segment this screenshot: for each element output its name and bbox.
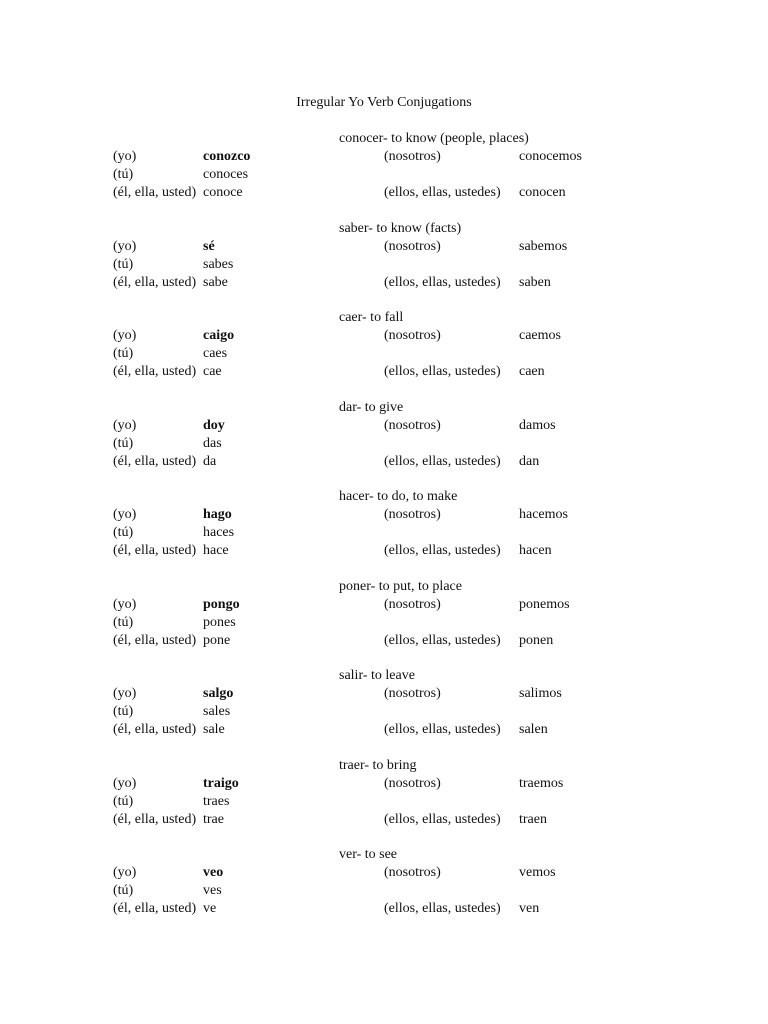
pronoun-el: (él, ella, usted) bbox=[113, 632, 197, 648]
form-yo: veo bbox=[203, 865, 224, 880]
form-yo: sé bbox=[203, 238, 215, 254]
pronoun-el: (él, ella, usted) bbox=[113, 901, 197, 916]
form-ellos: dan bbox=[519, 453, 540, 469]
form-yo: doy bbox=[203, 417, 225, 433]
form-tu: sabes bbox=[203, 256, 234, 272]
pronoun-ellos: (ellos, ellas, ustedes) bbox=[384, 722, 501, 737]
form-ellos: ponen bbox=[519, 632, 554, 648]
pronoun-yo: (yo) bbox=[113, 686, 137, 701]
pronoun-nosotros: (nosotros) bbox=[384, 328, 441, 343]
form-yo: hago bbox=[203, 507, 232, 522]
pronoun-yo: (yo) bbox=[113, 865, 137, 880]
verb-block bbox=[0, 667, 768, 739]
pronoun-el: (él, ella, usted) bbox=[113, 185, 197, 200]
pronoun-ellos: (ellos, ellas, ustedes) bbox=[384, 543, 501, 558]
pronoun-tu: (tú) bbox=[113, 167, 134, 182]
form-el: sabe bbox=[203, 274, 228, 290]
form-ellos: salen bbox=[519, 722, 548, 737]
pronoun-ellos: (ellos, ellas, ustedes) bbox=[384, 901, 501, 916]
form-el: conoce bbox=[203, 185, 243, 200]
form-ellos: caen bbox=[519, 364, 545, 379]
form-nosotros: salimos bbox=[519, 686, 562, 701]
pronoun-tu: (tú) bbox=[113, 525, 134, 540]
verb-block bbox=[0, 309, 768, 381]
form-ellos: hacen bbox=[519, 543, 552, 558]
verb-heading: conocer- to know (people, places) bbox=[339, 131, 529, 146]
pronoun-ellos: (ellos, ellas, ustedes) bbox=[384, 364, 501, 379]
verb-heading: caer- to fall bbox=[339, 310, 404, 325]
form-el: cae bbox=[203, 364, 222, 379]
verb-block bbox=[0, 399, 768, 471]
pronoun-yo: (yo) bbox=[113, 775, 137, 791]
form-el: hace bbox=[203, 543, 229, 558]
verb-heading: hacer- to do, to make bbox=[339, 489, 458, 504]
pronoun-ellos: (ellos, ellas, ustedes) bbox=[384, 274, 501, 290]
verb-block bbox=[0, 130, 768, 202]
verb-heading: ver- to see bbox=[339, 847, 398, 862]
form-ellos: traen bbox=[519, 811, 547, 827]
form-el: pone bbox=[203, 632, 231, 648]
pronoun-yo: (yo) bbox=[113, 596, 137, 612]
pronoun-el: (él, ella, usted) bbox=[113, 722, 197, 737]
pronoun-yo: (yo) bbox=[113, 238, 137, 254]
pronoun-tu: (tú) bbox=[113, 793, 134, 809]
form-tu: haces bbox=[203, 525, 235, 540]
form-el: ve bbox=[203, 901, 217, 916]
form-el: da bbox=[203, 453, 217, 469]
form-ellos: ven bbox=[519, 901, 540, 916]
pronoun-tu: (tú) bbox=[113, 614, 134, 630]
verb-block bbox=[0, 488, 768, 560]
form-nosotros: hacemos bbox=[519, 507, 568, 522]
pronoun-nosotros: (nosotros) bbox=[384, 686, 441, 701]
pronoun-el: (él, ella, usted) bbox=[113, 274, 197, 290]
pronoun-ellos: (ellos, ellas, ustedes) bbox=[384, 453, 501, 469]
verb-block bbox=[0, 220, 768, 292]
form-tu: pones bbox=[203, 614, 236, 630]
form-nosotros: ponemos bbox=[519, 596, 570, 612]
form-tu: ves bbox=[203, 883, 222, 898]
form-tu: conoces bbox=[203, 167, 249, 182]
pronoun-el: (él, ella, usted) bbox=[113, 364, 197, 379]
verb-block bbox=[0, 757, 768, 829]
pronoun-tu: (tú) bbox=[113, 346, 134, 361]
pronoun-el: (él, ella, usted) bbox=[113, 811, 197, 827]
form-yo: traigo bbox=[203, 775, 239, 791]
form-nosotros: caemos bbox=[519, 328, 561, 343]
form-tu: sales bbox=[203, 704, 231, 719]
form-el: sale bbox=[203, 722, 225, 737]
form-el: trae bbox=[203, 811, 224, 827]
form-nosotros: traemos bbox=[519, 775, 564, 791]
form-nosotros: vemos bbox=[519, 865, 556, 880]
form-yo: caigo bbox=[203, 328, 235, 343]
pronoun-tu: (tú) bbox=[113, 704, 134, 719]
verb-heading: saber- to know (facts) bbox=[339, 220, 462, 236]
verb-heading: traer- to bring bbox=[339, 757, 417, 773]
verb-heading: poner- to put, to place bbox=[339, 578, 462, 594]
pronoun-yo: (yo) bbox=[113, 417, 137, 433]
verb-heading: dar- to give bbox=[339, 399, 404, 415]
form-nosotros: damos bbox=[519, 417, 556, 433]
form-nosotros: conocemos bbox=[519, 149, 582, 164]
form-yo: salgo bbox=[203, 686, 234, 701]
form-nosotros: sabemos bbox=[519, 238, 568, 254]
pronoun-el: (él, ella, usted) bbox=[113, 453, 197, 469]
pronoun-nosotros: (nosotros) bbox=[384, 507, 441, 522]
pronoun-ellos: (ellos, ellas, ustedes) bbox=[384, 632, 501, 648]
pronoun-nosotros: (nosotros) bbox=[384, 417, 441, 433]
pronoun-nosotros: (nosotros) bbox=[384, 775, 441, 791]
pronoun-yo: (yo) bbox=[113, 328, 137, 343]
pronoun-nosotros: (nosotros) bbox=[384, 865, 441, 880]
form-tu: das bbox=[203, 435, 222, 451]
form-ellos: conocen bbox=[519, 185, 566, 200]
verb-heading: salir- to leave bbox=[339, 668, 415, 683]
pronoun-tu: (tú) bbox=[113, 883, 134, 898]
pronoun-nosotros: (nosotros) bbox=[384, 596, 441, 612]
pronoun-nosotros: (nosotros) bbox=[384, 238, 441, 254]
verb-block bbox=[0, 578, 768, 650]
form-yo: pongo bbox=[203, 596, 240, 612]
pronoun-nosotros: (nosotros) bbox=[384, 149, 441, 164]
pronoun-tu: (tú) bbox=[113, 256, 134, 272]
pronoun-ellos: (ellos, ellas, ustedes) bbox=[384, 811, 501, 827]
pronoun-el: (él, ella, usted) bbox=[113, 543, 197, 558]
pronoun-yo: (yo) bbox=[113, 149, 137, 164]
document-title: Irregular Yo Verb Conjugations bbox=[296, 95, 472, 110]
form-ellos: saben bbox=[519, 274, 551, 290]
form-tu: traes bbox=[203, 793, 230, 809]
form-tu: caes bbox=[203, 346, 228, 361]
form-yo: conozco bbox=[203, 149, 251, 164]
pronoun-yo: (yo) bbox=[113, 507, 137, 522]
pronoun-tu: (tú) bbox=[113, 435, 134, 451]
verb-block bbox=[0, 846, 768, 918]
pronoun-ellos: (ellos, ellas, ustedes) bbox=[384, 185, 501, 200]
